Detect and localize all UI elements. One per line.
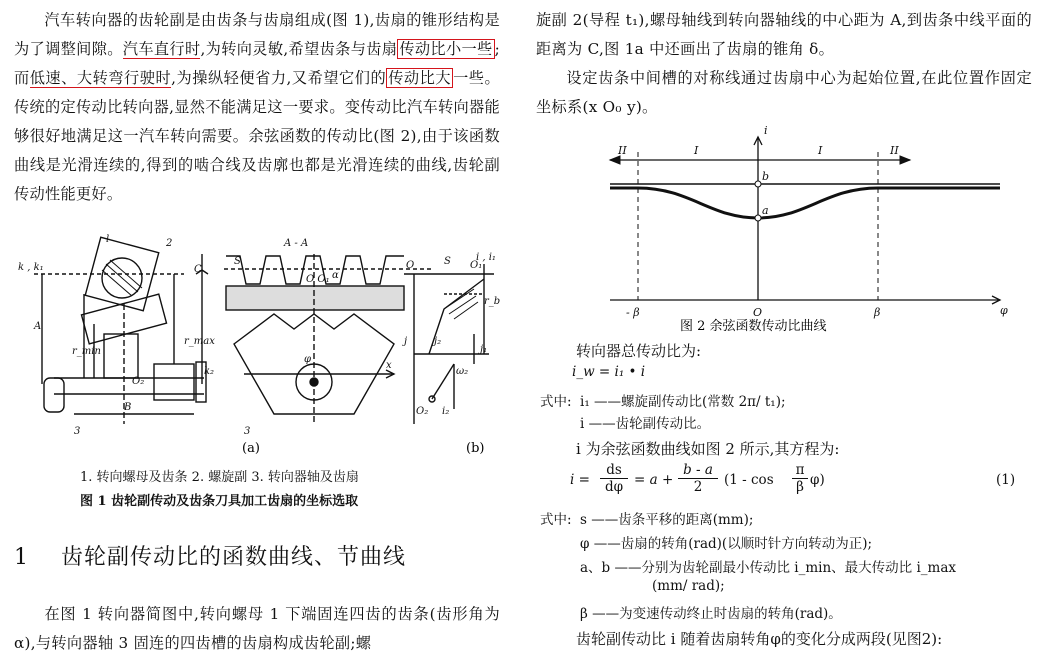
label-s-b: S [444,256,451,267]
intro-paragraph [14,6,500,209]
eq-frac2-top: b - a [678,462,718,479]
fig2-neg-beta: - β [626,306,640,319]
equation-main [570,462,1030,502]
eq-frac2-bot: 2 [693,479,703,495]
eq-mid: = a + [634,472,674,488]
fig1-caption: 图 1 齿轮副传动及齿条刀具加工齿扇的坐标选取 [80,494,359,509]
total-ratio-intro: 转向器总传动比为: [576,342,702,360]
label-rb: r_b [484,296,500,307]
highlight-low-speed: 低速、大转弯行驶时 [29,69,172,87]
fig1-subcaption-b: (b) [466,441,485,456]
figure-2-drawing [590,122,1010,337]
label-rmin: r_min [72,346,101,357]
label-2: 2 [166,238,173,249]
label-aa: A - A [284,238,309,249]
section-number: 1 [14,545,29,570]
eq-frac1-top: ds [600,462,628,479]
label-k-k1: k , k₁ [18,262,44,273]
where2-phi: φ ——齿扇的转角(rad)(以顺时针方向转动为正); [580,536,873,552]
label-o2: O₂ [132,376,145,387]
right-p2: 设定齿条中间槽的对称线通过齿扇中心为起始位置,在此位置作固定坐标系(x O₀ y)。 [536,69,1032,116]
eq-frac3 [792,462,808,495]
fig2-b-point: b [762,170,770,183]
where1-i1: i₁ ——螺旋副传动比(常数 2π/ t₁); [580,394,786,410]
highlight-straight-driving: 汽车直行时 [122,40,201,58]
label-s: S [234,256,241,267]
label-l: l [106,234,110,245]
label-o2-b: O₂ [416,406,429,417]
p1-part-e: 一些。传统的定传动比转向器,显然不能满足这一要求。变传动比汽车转向器能够很好地满足这一汽车转向需要。余弦函数的传动比(图 2),由于该函数曲线是光滑连续的,得到的啮合线及齿廓也都是光滑连续的曲线,齿轮副传动性能更好。 [14,69,500,203]
label-b: B [124,402,132,413]
equation-total: i_w = i₁ • i [572,364,646,380]
label-j1: j₁ [480,344,488,355]
section-heading [14,540,406,571]
where1-i: i ——齿轮副传动比。 [580,416,711,432]
label-j: j [404,336,408,347]
label-i2: i₂ [442,406,450,417]
label-k2: k₂ [204,366,215,377]
fig2-II-right: II [890,144,899,157]
figure-2 [590,122,1010,337]
label-rmax: r_max [184,336,215,347]
where2-head: 式中: [540,512,572,528]
label-phi: φ [304,354,312,365]
where2-ab-unit: (mm/ rad); [652,578,725,594]
where2-s: s ——齿条平移的距离(mm); [580,512,754,528]
fig2-I-right: I [818,144,823,157]
label-c: C [194,264,202,275]
p1-part-c: ;而 [14,40,500,87]
fig2-origin: O [753,306,763,319]
fig2-I-left: I [694,144,699,157]
fig1-legend: 1. 转向螺母及齿条 2. 螺旋副 3. 转向器轴及齿扇 [80,470,359,485]
fig2-caption: 图 2 余弦函数传动比曲线 [680,319,827,334]
fig2-a-point: a [762,204,769,217]
section-paragraph: 在图 1 转向器简图中,转向螺母 1 下端固连四齿的齿条(齿形角为 α),与转向器轴 3 固连的四齿槽的齿扇构成齿轮副;螺 [14,605,500,652]
label-alpha: α [332,270,339,281]
label-i-i1: i , i₁ [476,252,496,263]
label-o-o1: O O₁ [306,274,330,285]
eq-tail: φ) [810,472,825,488]
eq-paren: (1 - cos [724,472,774,488]
eq-frac1-bot: dφ [604,479,624,495]
eq-frac1 [600,462,628,495]
right-column [536,0,1032,122]
i-description: i 为余弦函数曲线如图 2 所示,其方程为: [576,440,840,458]
section-title-text: 齿轮副传动比的函数曲线、节曲线 [60,545,406,570]
label-o1-b: O₁ [470,260,483,271]
fig2-II-left: II [618,144,627,157]
eq-frac2 [678,462,718,495]
where1-head: 式中: [540,394,572,410]
p1-part-d: ,为操纵轻便省力,又希望它们的 [171,69,387,87]
fig2-i-axis: i [764,124,768,137]
label-w2: ω₂ [456,366,469,377]
label-j2: j₂ [434,336,442,347]
highlight-small-ratio: 传动比小一些 [399,40,493,58]
eq-frac3-bot: β [796,479,804,495]
left-column [14,0,500,209]
eq-frac3-top: π [792,462,808,479]
p1-part-a: 汽车转向器的齿轮副是由齿条与齿扇组成(图 1),齿扇的锥形结构是为了调整间隙。 [14,11,500,58]
label-3: 3 [74,426,81,437]
p1-part-b: ,为转向灵敏,希望齿条与齿扇 [200,40,398,58]
label-3b: 3 [244,426,251,437]
label-o-b: O [406,260,415,271]
where2-ab: a、b ——分别为齿轮副最小传动比 i_min、最大传动比 i_max [580,560,956,576]
label-x: x [386,360,392,371]
eq-number: (1) [996,472,1016,488]
where2-beta: β ——为变速传动终止时齿扇的转角(rad)。 [580,606,842,622]
fig1-subcaption-a: (a) [242,441,260,456]
fig2-phi-axis: φ [1000,304,1008,317]
fig2-beta: β [874,306,881,319]
highlight-large-ratio: 传动比大 [388,69,452,87]
last-line: 齿轮副传动比 i 随着齿扇转角φ的变化分成两段(见图2): [576,630,943,648]
eq-lhs: i = [570,472,590,488]
label-a: A [34,321,42,332]
right-p1: 旋副 2(导程 t₁),螺母轴线到转向器轴线的中心距为 A,到齿条中线平面的距离为 C,图 1a 中还画出了齿扇的锥角 δ。 [536,11,1032,58]
